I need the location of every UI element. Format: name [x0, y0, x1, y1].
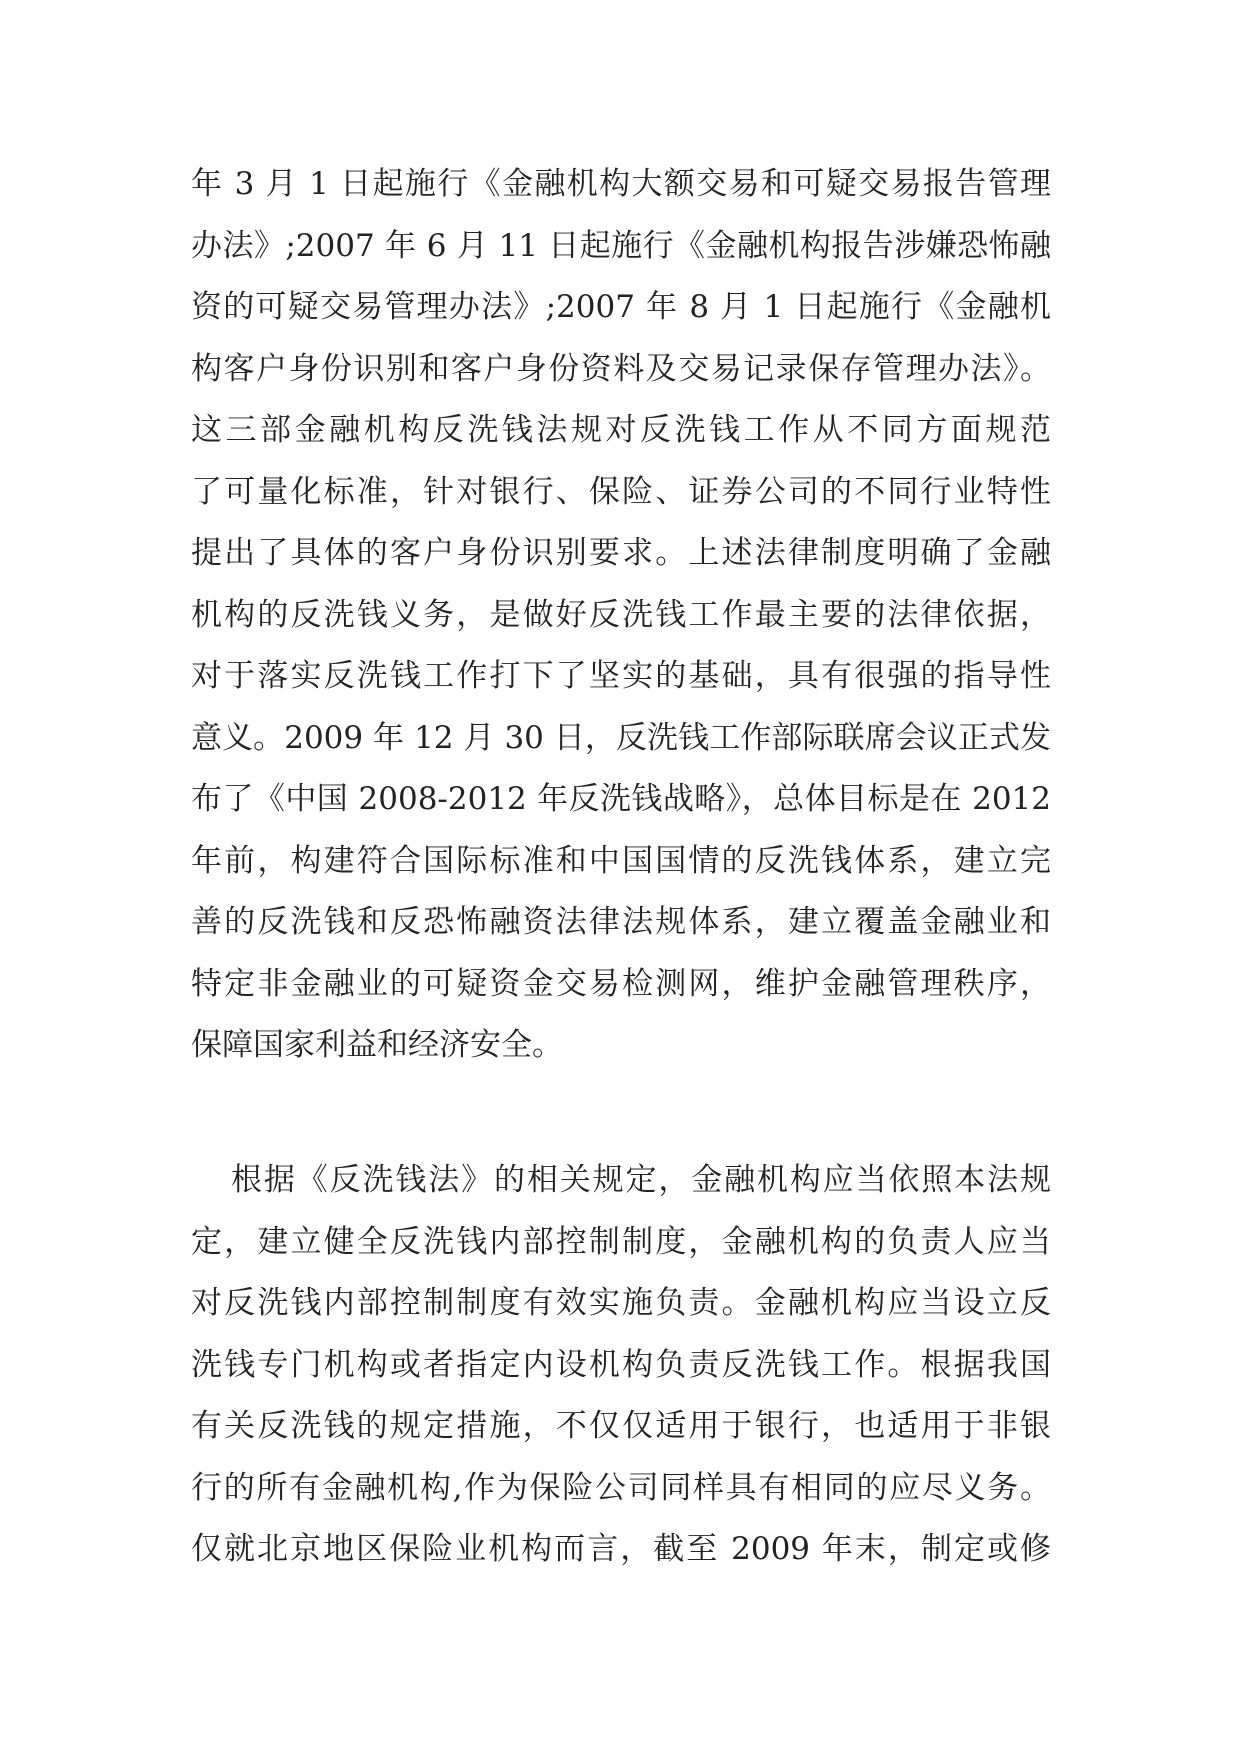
text-line: 办法》;2007 年 6 月 11 日起施行《金融机构报告涉嫌恐怖融: [191, 227, 1051, 264]
text-line: 布了《中国 2008-2012 年反洗钱战略》，总体目标是在 2012: [191, 781, 1051, 817]
paragraph-1: [191, 154, 1051, 1077]
text-line: 对于落实反洗钱工作打下了坚实的基础，具有很强的指导性: [191, 658, 1051, 694]
text-line: 了可量化标准，针对银行、保险、证券公司的不同行业特性: [191, 473, 1051, 510]
text-line: 年前，构建符合国际标准和中国国情的反洗钱体系，建立完: [191, 842, 1051, 879]
text-line: 意义。2009 年 12 月 30 日，反洗钱工作部际联席会议正式发: [191, 719, 1051, 756]
text-line: 机构的反洗钱义务，是做好反洗钱工作最主要的法律依据，: [191, 596, 1051, 633]
text-line: 构客户身份识别和客户身份资料及交易记录保存管理办法》。: [191, 350, 1051, 387]
text-line: 定，建立健全反洗钱内部控制制度，金融机构的负责人应当: [191, 1223, 1051, 1260]
text-line: 资的可疑交易管理办法》;2007 年 8 月 1 日起施行《金融机: [191, 289, 1051, 325]
text-line: 保障国家利益和经济安全。: [191, 1027, 563, 1063]
text-line: 行的所有金融机构,作为保险公司同样具有相同的应尽义务。: [191, 1469, 1051, 1506]
text-line: 提出了具体的客户身份识别要求。上述法律制度明确了金融: [191, 535, 1051, 571]
text-line: 年 3 月 1 日起施行《金融机构大额交易和可疑交易报告管理: [191, 166, 1051, 202]
text-line: 洗钱专门机构或者指定内设机构负责反洗钱工作。根据我国: [191, 1346, 1051, 1383]
text-line: 有关反洗钱的规定措施，不仅仅适用于银行，也适用于非银: [191, 1408, 1051, 1444]
text-line: 对反洗钱内部控制制度有效实施负责。金融机构应当设立反: [191, 1285, 1051, 1321]
text-line: 善的反洗钱和反恐怖融资法律法规体系，建立覆盖金融业和: [191, 904, 1051, 940]
text-line: 这三部金融机构反洗钱法规对反洗钱工作从不同方面规范: [191, 412, 1051, 448]
text-line: 特定非金融业的可疑资金交易检测网，维护金融管理秩序，: [191, 965, 1051, 1002]
text-line: 根据《反洗钱法》的相关规定，金融机构应当依照本法规: [231, 1162, 1051, 1198]
paragraph-2: [191, 1150, 1051, 1581]
text-line: 仅就北京地区保险业机构而言，截至 2009 年末，制定或修: [191, 1531, 1051, 1567]
